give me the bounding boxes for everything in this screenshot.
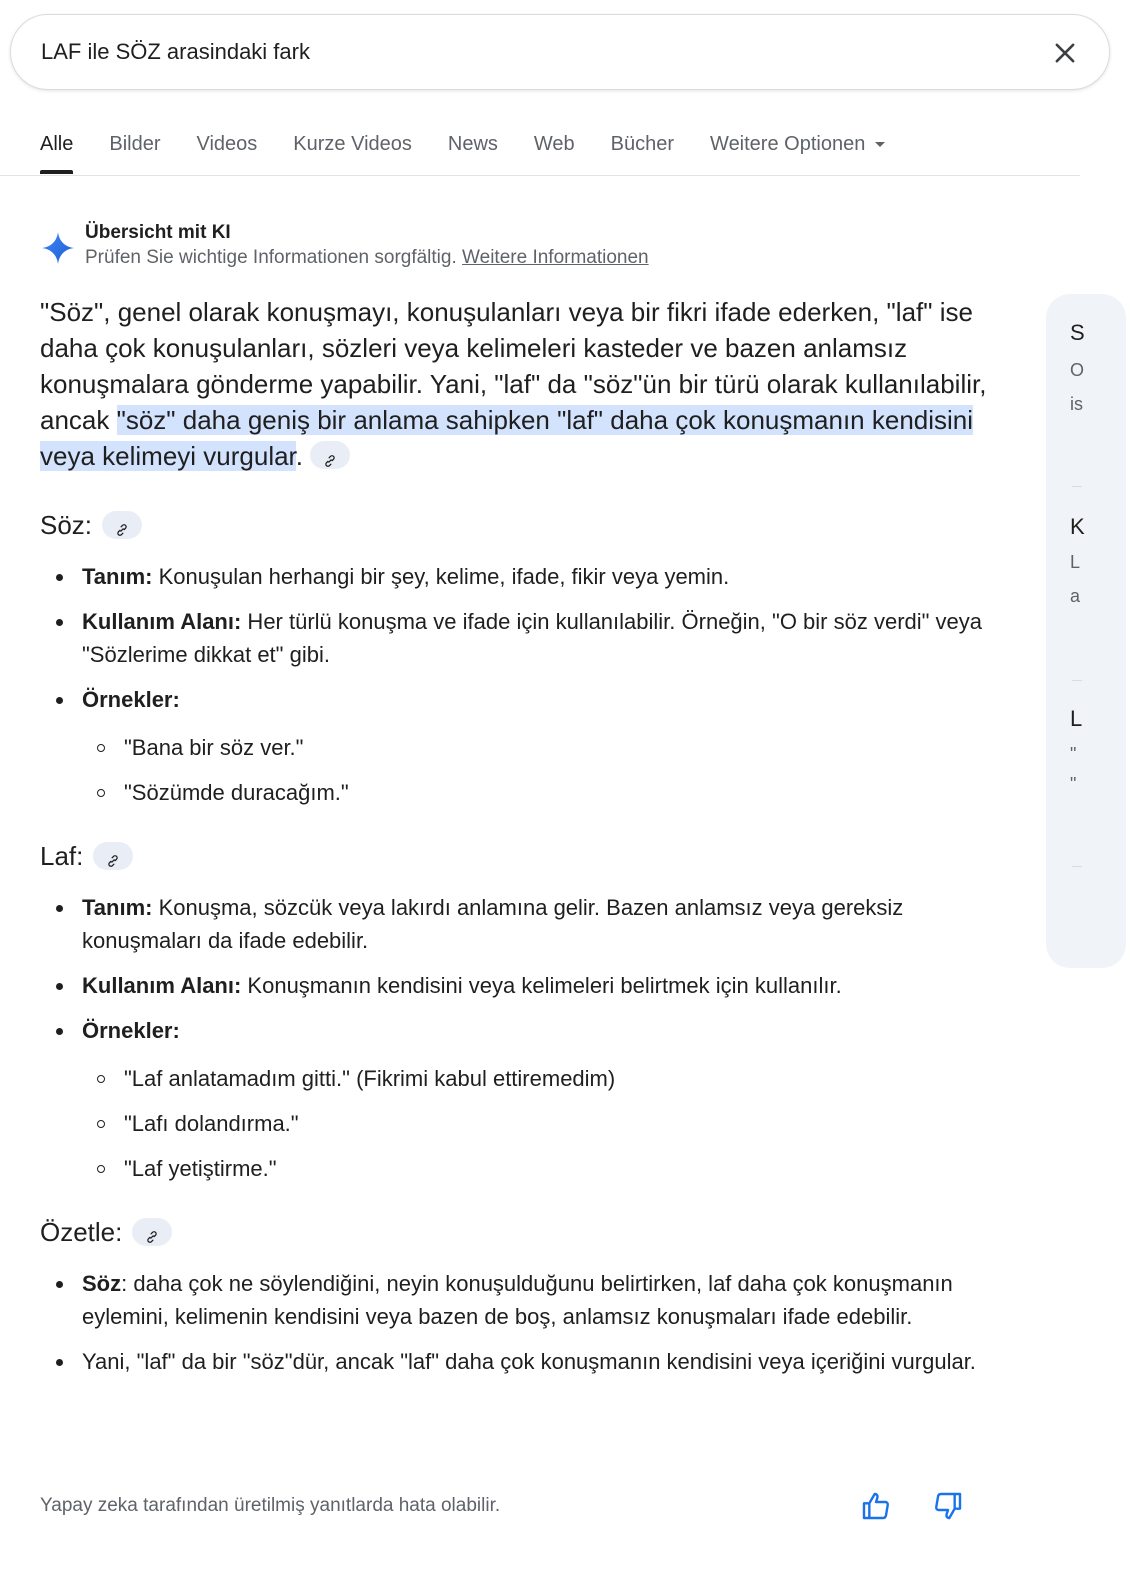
- list-item: [40, 891, 1000, 957]
- tab-label: Bücher: [610, 133, 675, 155]
- intro-period: .: [295, 441, 304, 471]
- search-tabs: [40, 128, 921, 176]
- source-link-chip[interactable]: [102, 511, 142, 539]
- item-label: Kullanım Alanı:: [82, 973, 242, 998]
- list-item: Yani, "laf" da bir "söz"dür, ancak "laf" daha çok konuşmanın kendisini veya içeriğini vurgular.: [40, 1345, 1000, 1378]
- tab-videos[interactable]: [197, 128, 258, 174]
- list-item: [40, 605, 1000, 671]
- item-text: Konuşma, sözcük veya lakırdı anlamına gelir. Bazen anlamsız veya gereksiz konuşmaları da ifade edebilir.: [82, 895, 904, 953]
- ai-overview-subtitle: [85, 247, 649, 269]
- side-sources-panel[interactable]: [1046, 294, 1126, 968]
- tab-short-videos[interactable]: [293, 128, 412, 174]
- example-item: "Laf yetiştirme.": [40, 1152, 1000, 1185]
- item-label: Örnekler:: [82, 687, 180, 712]
- item-label: Tanım:: [82, 895, 153, 920]
- laf-examples: [40, 1062, 1000, 1185]
- tab-label: Web: [533, 133, 575, 155]
- side-text-fragment: L: [1070, 706, 1083, 731]
- section-title: Söz:: [40, 510, 93, 540]
- link-icon: [106, 854, 120, 868]
- link-icon: [145, 1230, 159, 1244]
- list-item: [40, 969, 1000, 1002]
- item-label: Örnekler:: [82, 1018, 180, 1043]
- side-text-fragment: O: [1070, 360, 1085, 380]
- tab-more-options[interactable]: [710, 128, 885, 174]
- side-text-fragment: L: [1070, 552, 1081, 572]
- intro-text: "Söz", genel olarak konuşmayı, konuşulanları veya bir fikri ifade ederken, "laf" ise daha çok konuşulanları, sözleri veya kelimeleri kasteder ve bazen anlamsız konuşmalara gönderme yapabilir. Yani, "laf" da "söz"ün bir türü olarak kullanılabilir, ancak: [40, 297, 987, 435]
- source-link-chip[interactable]: [310, 441, 350, 469]
- tab-news[interactable]: [448, 128, 498, 174]
- thumbs-up-icon[interactable]: [860, 1490, 892, 1522]
- tab-label: Bilder: [109, 133, 161, 155]
- thumbs-down-icon[interactable]: [932, 1490, 964, 1522]
- ai-overview-title: Übersicht mit KI: [85, 222, 231, 243]
- item-label: Söz: [82, 1271, 122, 1296]
- item-label: Tanım:: [82, 564, 153, 589]
- tab-label: Videos: [196, 133, 258, 155]
- tab-web[interactable]: [534, 128, 575, 174]
- item-text: : daha çok ne söylendiğini, neyin konuşulduğunu belirtirken, laf daha çok konuşmanın eylemini, kelimenin kendisini veya bazen de boş, anlamsız konuşmaları ifade edebilir.: [82, 1271, 953, 1329]
- section-heading-soz: [40, 508, 1000, 542]
- tab-all[interactable]: [40, 128, 73, 174]
- soz-examples: [40, 731, 1000, 809]
- example-item: "Lafı dolandırma.": [40, 1107, 1000, 1140]
- side-divider: [1072, 680, 1082, 681]
- link-icon: [115, 523, 129, 537]
- side-text-fragment: a: [1070, 586, 1081, 606]
- tab-label: News: [447, 133, 498, 155]
- tab-label: Weitere Optionen: [710, 133, 866, 155]
- side-divider: [1072, 866, 1082, 867]
- side-text-fragment: is: [1070, 394, 1083, 414]
- ai-sparkle-icon: [40, 230, 76, 266]
- tabs-divider: [0, 175, 1080, 176]
- dropdown-caret-icon: [875, 142, 885, 147]
- search-input[interactable]: LAF ile SÖZ arasindaki fark: [41, 39, 310, 64]
- tab-books[interactable]: [611, 128, 674, 174]
- side-text-fragment: K: [1070, 514, 1085, 539]
- item-text: Her türlü konuşma ve ifade için kullanılabilir. Örneğin, "O bir söz verdi" veya "Sözlerime dikkat et" gibi.: [82, 609, 983, 667]
- section-heading-ozet: [40, 1215, 1000, 1249]
- tab-images[interactable]: [109, 128, 160, 174]
- item-text: Konuşmanın kendisini veya kelimeleri belirtmek için kullanılır.: [241, 973, 842, 998]
- list-item: [40, 1267, 1000, 1333]
- example-item: "Bana bir söz ver.": [40, 731, 1000, 764]
- close-icon[interactable]: [1051, 39, 1079, 67]
- side-text-fragment: S: [1070, 320, 1085, 345]
- example-item: "Laf anlatamadım gitti." (Fikrimi kabul ettiremedim): [40, 1062, 1000, 1095]
- laf-list: [40, 891, 1000, 1047]
- list-item: [40, 560, 1000, 593]
- more-info-link[interactable]: Weitere Informationen: [462, 247, 649, 268]
- search-bar[interactable]: [10, 14, 1110, 90]
- section-title: Özetle:: [40, 1217, 123, 1247]
- side-text-fragment: ": [1070, 774, 1077, 794]
- source-link-chip[interactable]: [132, 1218, 172, 1246]
- list-item: [40, 1014, 1000, 1047]
- section-title: Laf:: [40, 841, 84, 871]
- ozet-list: [40, 1267, 1000, 1378]
- ai-overview-disclaimer: Prüfen Sie wichtige Informationen sorgfältig.: [85, 247, 457, 268]
- soz-list: [40, 560, 1000, 716]
- intro-highlight: "söz" daha geniş bir anlama sahipken "laf" daha çok konuşmanın kendisini veya kelimeyi vurgular: [40, 405, 974, 471]
- side-text-fragment: ": [1070, 744, 1077, 764]
- item-text: Konuşulan herhangi bir şey, kelime, ifade, fikir veya yemin.: [152, 564, 730, 589]
- tab-label: Kurze Videos: [293, 133, 412, 155]
- ai-disclaimer-footer: Yapay zeka tarafından üretilmiş yanıtlarda hata olabilir.: [40, 1495, 501, 1516]
- link-icon: [323, 454, 337, 468]
- intro-paragraph: [40, 294, 1000, 474]
- item-label: Kullanım Alanı:: [82, 609, 242, 634]
- side-divider: [1072, 486, 1082, 487]
- list-item: [40, 683, 1000, 716]
- tab-label: Alle: [40, 133, 74, 155]
- ai-overview-content: [40, 294, 1000, 1378]
- section-heading-laf: [40, 839, 1000, 873]
- example-item: "Sözümde duracağım.": [40, 776, 1000, 809]
- source-link-chip[interactable]: [93, 842, 133, 870]
